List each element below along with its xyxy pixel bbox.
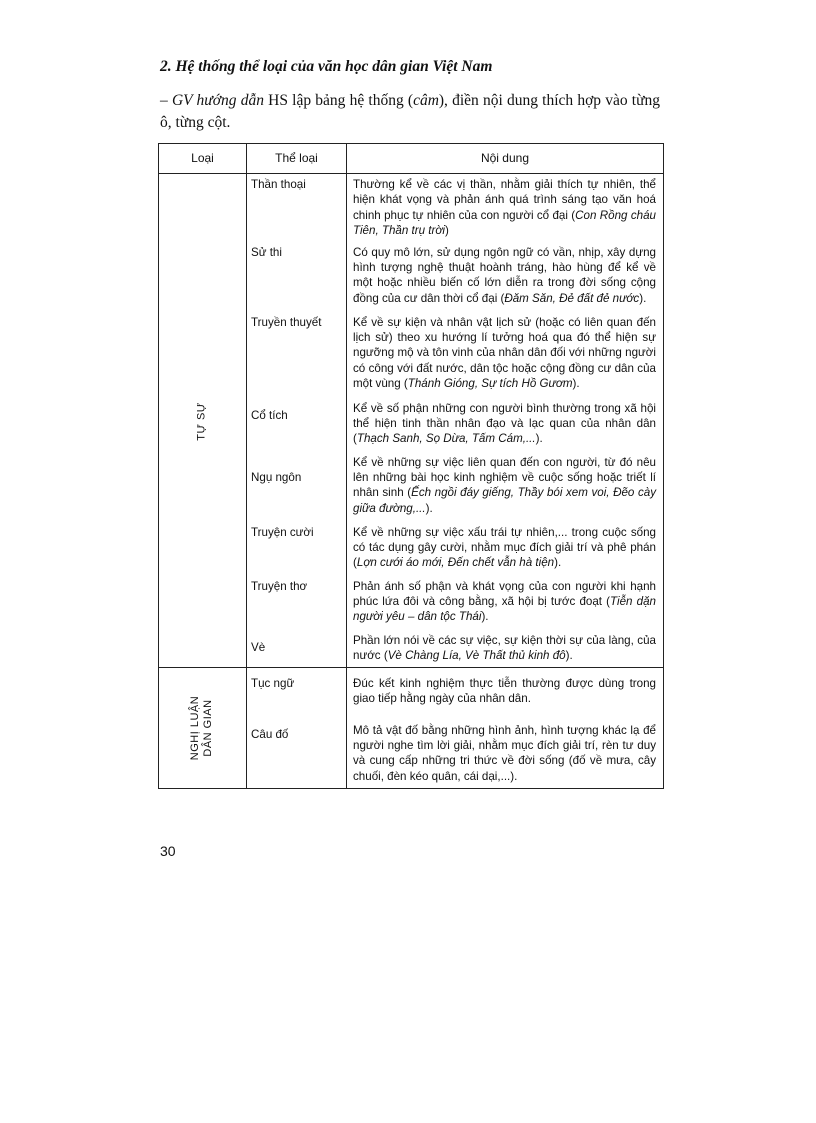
genre-content: Kể về những sự việc xấu trái tự nhiên,... trong cuộc sống có tác dụng gây cười, nhằm mục đích giải trí và phê phán (Lợn cưới áo mới, Đến chết vẫn hà tiện). (347, 522, 664, 576)
header-type: Thể loại (247, 144, 347, 174)
genre-content: Kể về những sự việc liên quan đến con người, từ đó nêu lên những bài học kinh nghiệm về cuộc sống hoặc triết lí nhân sinh (Ếch ngồi đáy giếng, Thầy bói xem voi, Đẽo cày giữa đường,...). (347, 452, 664, 522)
header-group: Loại (159, 144, 247, 174)
group-cell-tu-su (159, 174, 247, 668)
table-row (159, 174, 664, 242)
page-number: 30 (160, 843, 176, 859)
genre-content: Kể về số phận những con người bình thường trong xã hội thể hiện tinh thần nhân đạo và lạc quan của nhân dân (Thạch Sanh, Sọ Dừa, Tấm Cám,...). (347, 398, 664, 452)
genre-type: Tục ngữ (247, 668, 347, 715)
group-label-nghi-luan: NGHỊ LUẬN DÂN GIAN (189, 695, 215, 760)
genre-content: Mô tả vật đố bằng những hình ảnh, hình tượng khác lạ để người nghe tìm lời giải, nhằm mục đích giải trí, rèn tư duy và cung cấp những tri thức về đời sống (đố về mưa, cây chuối, đèn kéo quân, cái dại,...). (347, 715, 664, 789)
genre-type: Truyện cười (247, 522, 347, 576)
genre-content: Phản ánh số phận và khát vọng của con người khi hạnh phúc lứa đôi và công bằng, xã hội bị tước đoạt (Tiễn dặn người yêu – dân tộc Thái). (347, 576, 664, 630)
group-cell-nghi-luan (159, 668, 247, 789)
genre-content: Có quy mô lớn, sử dụng ngôn ngữ có vần, nhịp, xây dựng hình tượng nghệ thuật hoành tráng, hào hùng để kể về một hoặc nhiều biến cố lớn diễn ra trong đời sống cộng đồng của cư dân thời cổ đại (Đăm Săn, Đẻ đất đẻ nước). (347, 242, 664, 312)
genre-type: Câu đố (247, 715, 347, 789)
table-row (159, 668, 664, 715)
genre-type: Thần thoại (247, 174, 347, 242)
genre-type: Truyện thơ (247, 576, 347, 630)
instruction-paragraph: – GV hướng dẫn HS lập bảng hệ thống (câm), điền nội dung thích hợp vào từng ô, từng cột. (160, 92, 661, 131)
genre-type: Ngụ ngôn (247, 452, 347, 522)
header-content: Nội dung (347, 144, 664, 174)
genre-type: Sử thi (247, 242, 347, 312)
genre-type: Vè (247, 630, 347, 668)
genre-table (158, 143, 664, 789)
group-label-tu-su: TỰ SỰ (196, 402, 208, 441)
genre-content: Phần lớn nói về các sự việc, sự kiện thời sự của làng, của nước (Vè Chàng Lía, Vè Thất thủ kinh đô). (347, 630, 664, 668)
genre-type: Truyền thuyết (247, 312, 347, 398)
section-heading: 2. Hệ thống thể loại của văn học dân gian Việt Nam (160, 58, 493, 75)
genre-type: Cổ tích (247, 398, 347, 452)
genre-content: Kể về sự kiện và nhân vật lịch sử (hoặc có liên quan đến lịch sử) theo xu hướng lí tưởng hoá qua đó thể hiện sự ngưỡng mộ và tôn vinh của nhân dân đối với những người có công với đất nước, dân tộc hoặc cộng đồng cư dân của một vùng (Thánh Gióng, Sự tích Hồ Gươm). (347, 312, 664, 398)
genre-content: Đúc kết kinh nghiệm thực tiễn thường được dùng trong giao tiếp hằng ngày của nhân dân. (347, 668, 664, 715)
genre-content: Thường kể về các vị thần, nhằm giải thích tự nhiên, thể hiện khát vọng và phản ánh quá trình sáng tạo văn hoá chinh phục tự nhiên của con người cổ đại (Con Rồng cháu Tiên, Thần trụ trời) (347, 174, 664, 242)
table-header-row (159, 144, 664, 174)
